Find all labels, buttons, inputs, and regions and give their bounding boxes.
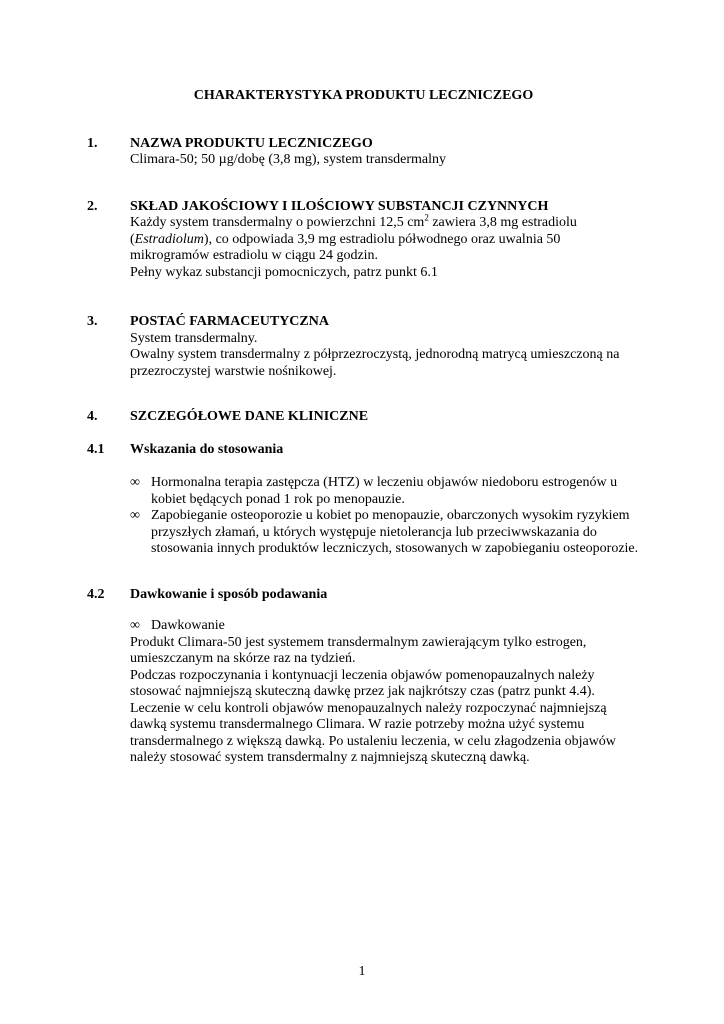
section-2-title: SKŁAD JAKOŚCIOWY I ILOŚCIOWY SUBSTANCJI CZYNNYCH (130, 198, 549, 214)
indication-text: Hormonalna terapia zastępcza (HTZ) w leczeniu objawów niedoboru estrogenów u kobiet będących ponad 1 rok po menopauzie. (151, 475, 618, 507)
bullet-icon: ∞ (130, 618, 140, 633)
section-4-2-heading (87, 587, 640, 604)
product-name-line: Climara-50; 50 µg/dobę (3,8 mg), system transdermalny (130, 152, 447, 167)
section-2-number: 2. (87, 198, 98, 214)
document-content (87, 88, 640, 767)
pharmaceutical-form-line: System transdermalny. (130, 330, 258, 346)
section-1-number: 1. (87, 135, 98, 151)
section-3-heading (87, 314, 640, 331)
section-2-heading (87, 199, 640, 216)
form-description-paragraph: Owalny system transdermalny z półprzezroczystą, jednorodną matrycą umieszczoną na przezroczystej warstwie nośnikowej. (130, 347, 620, 379)
dosage-subheading: Dawkowanie (151, 618, 225, 633)
latin-substance-name: Estradiolum (134, 231, 204, 247)
dosage-detail-paragraph: Podczas rozpoczynania i kontynuacji leczenia objawów pomenopauzalnych należy stosować najmniejszą skuteczną dawkę przez jak najkrótszy czas (patrz punkt 4.4). Leczenie w celu kontroli objawów menopauzalnych należy rozpoczynać najmniejszą dawką systemu transdermalnego Climara. W razie potrzeby można użyć systemu transdermalnego z większą dawką. Po ustaleniu leczenia, w celu złagodzenia objawów należy stosować system transdermalny z najmniejszą skuteczną dawką. (130, 667, 616, 765)
indication-list-item (130, 475, 640, 508)
page-number: 1 (358, 963, 366, 979)
section-4-title: SZCZEGÓŁOWE DANE KLINICZNE (130, 409, 369, 424)
section-4-1-title: Wskazania do stosowania (130, 441, 284, 457)
section-1-title: NAZWA PRODUKTU LECZNICZEGO (130, 135, 373, 151)
section-4-1-number: 4.1 (87, 441, 105, 457)
dosage-list-item (130, 618, 640, 635)
document-title: CHARAKTERYSTYKA PRODUKTU LECZNICZEGO (193, 88, 534, 103)
composition-text-end: ), co odpowiada 3,9 mg estradiolu półwodnego oraz uwalnia 50 mikrogramów estradiolu w ciągu 24 godzin. (130, 231, 561, 263)
bullet-icon: ∞ (130, 475, 140, 490)
section-4-2-number: 4.2 (87, 586, 105, 602)
section-3-title: POSTAĆ FARMACEUTYCZNA (130, 314, 329, 329)
composition-text-mid: zawiera 3,8 mg estradiolu ( (130, 215, 577, 247)
bullet-icon: ∞ (130, 508, 140, 523)
section-4-1-heading (87, 442, 640, 459)
section-4-number: 4. (87, 409, 98, 424)
section-3-number: 3. (87, 314, 98, 329)
section-4-heading (87, 409, 640, 426)
section-4-2-title: Dawkowanie i sposób podawania (130, 586, 328, 602)
excipients-reference: Pełny wykaz substancji pomocniczych, patrz punkt 6.1 (130, 264, 438, 280)
composition-text-start: Każdy system transdermalny o powierzchni 12,5 cm (130, 215, 425, 230)
dosage-intro-paragraph: Produkt Climara-50 jest systemem transdermalnym zawierającym tylko estrogen, umieszczanym na skórze raz na tydzień. (130, 634, 587, 666)
section-1-heading (87, 136, 640, 153)
superscript-2: 2 (424, 212, 429, 223)
indication-text: Zapobieganie osteoporozie u kobiet po menopauzie, obarczonych wysokim ryzykiem przyszłych złamań, u których występuje nietolerancja lub przeciwwskazania do stosowania innych produktów leczniczych, stosowanych w zapobieganiu osteoporozie. (151, 508, 639, 556)
composition-paragraph (130, 212, 640, 265)
indication-list-item (130, 508, 640, 558)
